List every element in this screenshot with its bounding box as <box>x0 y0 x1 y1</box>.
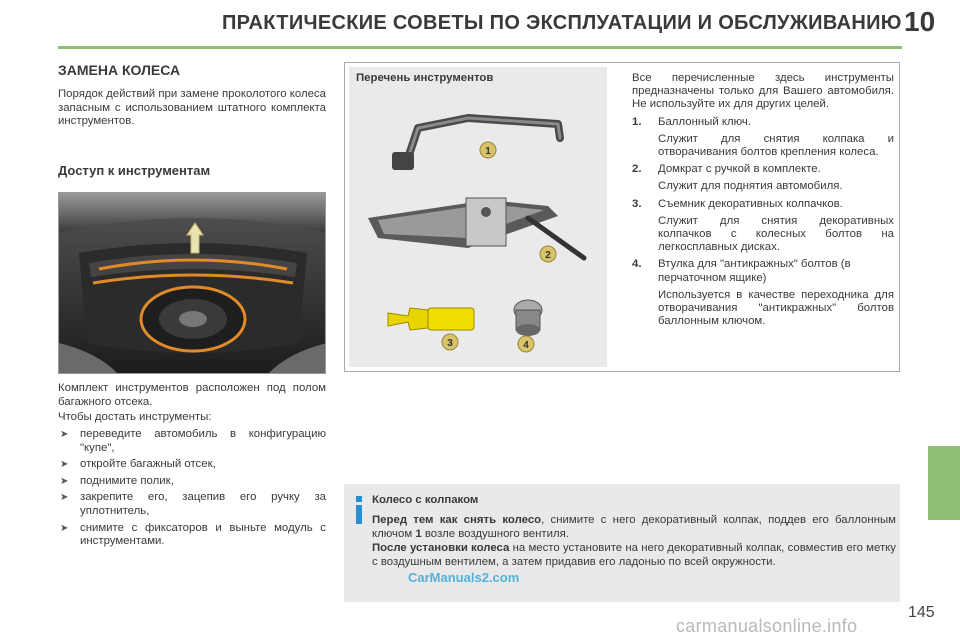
header-divider <box>58 46 902 49</box>
tools-title: Перечень инструментов <box>356 72 494 84</box>
chapter-side-tab <box>928 446 960 520</box>
callout-2 <box>540 246 556 262</box>
section-title: ЗАМЕНА КОЛЕСА <box>58 62 181 78</box>
arrow-bullet-icon: ➤ <box>60 492 69 504</box>
list-item: ➤ закрепите его, зацепив его ручку за уплотнитель, <box>60 491 326 517</box>
subsection-title: Доступ к инструментам <box>58 163 211 178</box>
cap-remover-icon <box>388 308 474 330</box>
steps-list <box>58 428 326 552</box>
arrow-bullet-icon: ➤ <box>60 475 69 487</box>
page-header-title: ПРАКТИЧЕСКИЕ СОВЕТЫ ПО ЭКСПЛУАТАЦИИ И ОБСЛУЖИВАНИЮ <box>222 12 902 34</box>
tools-illustration <box>348 88 604 368</box>
trunk-illustration <box>59 193 326 374</box>
list-item: 3. Съемник декоративных колпачков. Служит для снятия декоративных колпачков с колесных болтов на легкосплавных дисках. <box>632 197 894 254</box>
list-item: ➤ снимите с фиксаторов и выньте модуль с инструментами. <box>60 521 326 548</box>
list-item: 4. Втулка для "антикражных" болтов (в перчаточном ящике) Используется в качестве переходника для отворачивания "антикражных" болтов баллонным ключом. <box>632 258 894 328</box>
tools-description <box>632 72 894 328</box>
list-item: ➤ переведите автомобиль в конфигурацию "купе", <box>60 428 326 454</box>
svg-text:4: 4 <box>523 340 529 351</box>
intro-paragraph: Порядок действий при замене проколотого колеса запасным с использованием штатного комплекта инструментов. <box>58 88 326 128</box>
list-item: 2. Домкрат с ручкой в комплекте. Служит для поднятия автомобиля. <box>632 163 843 193</box>
steps-title: Чтобы достать инструменты: <box>58 411 212 423</box>
info-icon <box>352 496 366 524</box>
callout-1 <box>480 142 496 158</box>
watermark-overlay: CarManuals2.com <box>408 570 520 585</box>
info-paragraph-1: Перед тем как снять колесо, снимите с него декоративный колпак, поддев его баллонным ключом 1 возле воздушного вентиля. <box>372 514 896 540</box>
page-number: 145 <box>908 604 935 621</box>
watermark: carmanualsonline.info <box>676 616 858 636</box>
arrow-bullet-icon: ➤ <box>60 429 69 440</box>
chapter-number: 10 <box>904 6 936 37</box>
anti-theft-socket-icon <box>514 300 542 336</box>
arrow-bullet-icon: ➤ <box>60 522 69 534</box>
info-title: Колесо с колпаком <box>372 494 479 506</box>
callout-4 <box>518 336 534 352</box>
location-paragraph: Комплект инструментов расположен под полом багажного отсека. <box>58 382 326 408</box>
list-item: ➤ откройте багажный отсек, <box>60 458 216 471</box>
list-item: ➤ поднимите полик, <box>60 474 174 487</box>
svg-text:3: 3 <box>447 338 453 349</box>
svg-text:1: 1 <box>485 146 491 157</box>
svg-text:2: 2 <box>545 250 551 261</box>
list-item: 1. Баллонный ключ. Служит для снятия колпака и отворачивания болтов крепления колеса. <box>632 115 894 159</box>
trunk-photo <box>58 192 326 374</box>
callout-3 <box>442 334 458 350</box>
info-paragraph-2: После установки колеса на место установите на него декоративный колпак, совместив его метку с воздушным вентилем, а затем придавив его ладонью по всей окружности. <box>372 542 896 568</box>
tools-intro: Все перечисленные здесь инструменты предназначены только для Вашего автомобиля. Не используйте их для других целей. <box>632 72 894 111</box>
wheel-wrench-icon <box>392 118 560 170</box>
arrow-bullet-icon: ➤ <box>60 459 69 471</box>
